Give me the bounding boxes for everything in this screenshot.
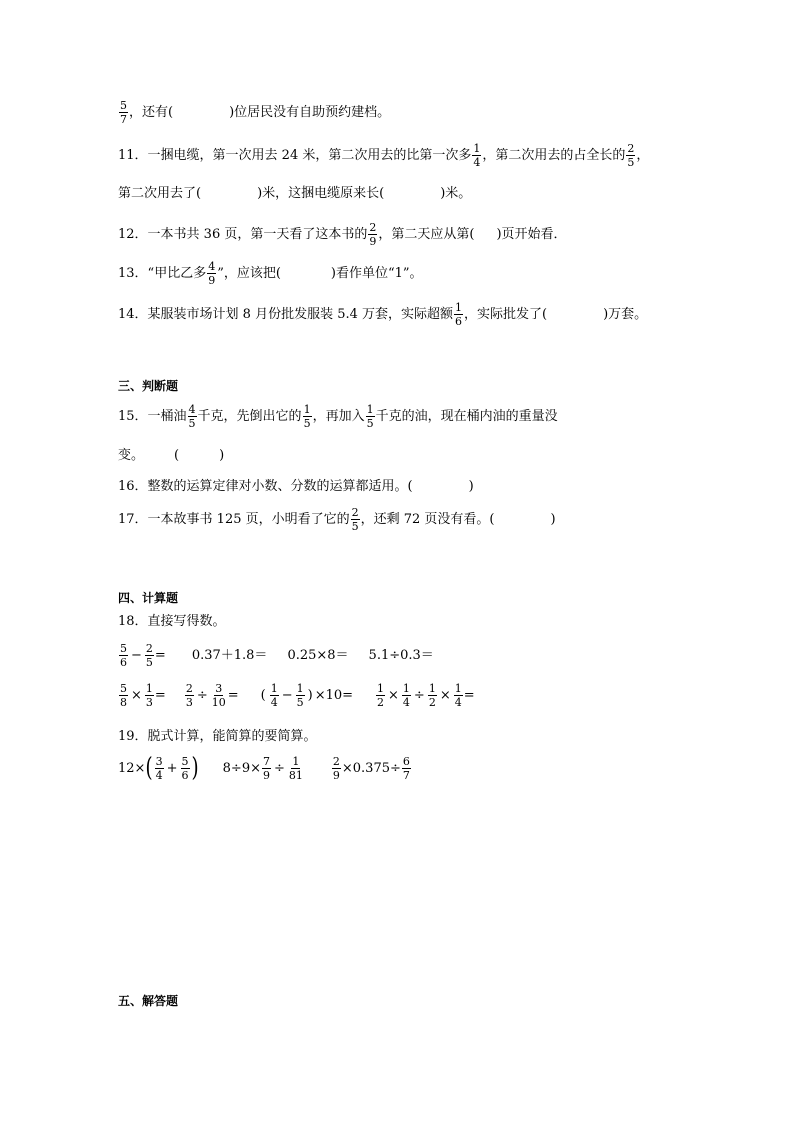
question-19-expressions [118, 755, 412, 781]
text: 千克，先倒出它的 [197, 409, 302, 424]
text: ，第二天应从第( [378, 227, 475, 242]
text: 12．一本书共 36 页，第一天看了这本书的 [118, 227, 368, 242]
text: ( [174, 448, 180, 463]
expression: 0.25×8＝ [287, 648, 349, 663]
text: ，第二次用去的占全长的 [482, 148, 626, 163]
text: )米，这捆电缆原来长( [257, 186, 385, 201]
question-17 [118, 507, 556, 532]
text: ”，应该把( [217, 266, 281, 281]
text: 变。 [118, 448, 145, 463]
text: ，实际批发了( [464, 307, 548, 322]
question-11-line-1 [118, 143, 649, 168]
question-12 [118, 222, 567, 247]
fraction: $\frac{4}{5}$ [188, 403, 196, 430]
question-14 [118, 302, 647, 327]
text: 15．一桶油 [118, 409, 187, 424]
text: 14．某服装市场计划 8 月份批发服装 5.4 万套，实际超额 [118, 307, 454, 322]
fraction: $\frac{1}{4}$ [402, 682, 410, 709]
expression: 0.37＋1.8＝ [191, 648, 268, 663]
question-15-line-1 [118, 404, 558, 429]
question-13 [118, 261, 423, 286]
expression: ( $\frac{1}{4}$ − $\frac{1}{5}$ ) ×10= [260, 682, 354, 709]
fraction: $\frac{2}{9}$ [369, 221, 377, 248]
expression: $\frac{2}{9}$ ×0.375÷ $\frac{6}{7}$ [332, 754, 410, 782]
section-heading: 四、计算题 [118, 591, 179, 605]
text: 16．整数的运算定律对小数、分数的运算都适用。( [118, 479, 413, 494]
text: )万套。 [603, 307, 648, 322]
fraction: $\frac{3}{10}$ [211, 682, 226, 709]
text: )页开始看． [496, 227, 567, 242]
fraction: $\frac{5}{6}$ [120, 642, 127, 669]
text: ， [636, 148, 650, 163]
fraction: $\frac{1}{2}$ [377, 682, 385, 709]
text: 11．一捆电缆，第一次用去 24 米，第二次用去的比第一次多 [118, 148, 472, 163]
text: ，还剩 72 页没有看。( [360, 512, 495, 527]
fraction: $\frac{1}{5}$ [296, 682, 304, 709]
expression: 5.1÷0.3＝ [368, 648, 434, 663]
fraction: $\frac{5}{8}$ [120, 682, 127, 709]
fraction: $\frac{1}{2}$ [428, 682, 436, 709]
text: 千克的油，现在桶内油的重量没 [375, 409, 558, 424]
text: 13．“甲比乙多 [118, 266, 207, 281]
fraction: $\frac{4}{9}$ [208, 260, 216, 287]
fraction: $\frac{2}{5}$ [351, 506, 359, 533]
fraction: $\frac{5}{7}$ [120, 99, 127, 126]
section-heading: 三、判断题 [118, 379, 179, 393]
text: ) [468, 479, 474, 494]
expression: 8÷9× $\frac{7}{9}$ ÷ $\frac{1}{81}$ [222, 754, 303, 782]
question-18-title: 18．直接写得数。 [118, 614, 226, 629]
expression: $\frac{1}{2}$ × $\frac{1}{4}$ ÷ $\frac{1}{2}$ × $\frac{1}{4}$ = [377, 682, 475, 709]
question-10-tail [118, 100, 390, 125]
text: ) [219, 448, 225, 463]
expression: $\frac{5}{8}$ × $\frac{1}{3}$ = [120, 682, 166, 709]
fraction: $\frac{2}{9}$ [332, 754, 340, 782]
section-heading: 五、解答题 [118, 994, 179, 1008]
text: ，再加入 [312, 409, 365, 424]
text: ，还有( [129, 105, 174, 120]
question-19-title: 19．脱式计算，能简算的要简算。 [118, 729, 317, 744]
question-18-row-1 [118, 643, 434, 668]
text: )位居民没有自助预约建档。 [229, 105, 391, 120]
fraction: $\frac{1}{4}$ [454, 682, 462, 709]
expression: 12× ( $\frac{3}{4}$ + $\frac{5}{6}$ ) [118, 753, 199, 783]
fraction: $\frac{7}{9}$ [262, 754, 270, 782]
fraction: $\frac{1}{4}$ [270, 682, 278, 709]
expression: $\frac{2}{3}$ ÷ $\frac{3}{10}$ = [185, 682, 239, 709]
fraction: $\frac{1}{6}$ [455, 301, 463, 328]
fraction: $\frac{1}{5}$ [366, 403, 374, 430]
question-16 [118, 480, 474, 493]
question-15-line-2 [118, 449, 224, 462]
text: )看作单位“1”。 [330, 266, 423, 281]
expression: $\frac{5}{6}$ − $\frac{2}{5}$ = [120, 642, 166, 669]
fraction: $\frac{1}{81}$ [288, 754, 303, 782]
fraction: $\frac{1}{4}$ [473, 142, 481, 169]
text: 第二次用去了( [118, 186, 202, 201]
text: 17．一本故事书 125 页，小明看了它的 [118, 512, 350, 527]
fraction: $\frac{2}{5}$ [627, 142, 635, 169]
fraction: $\frac{5}{6}$ [181, 754, 189, 782]
question-18-row-2 [118, 683, 475, 708]
fraction: $\frac{1}{5}$ [303, 403, 311, 430]
fraction: $\frac{2}{3}$ [185, 682, 193, 709]
text: )米。 [440, 186, 472, 201]
question-11-line-2 [118, 187, 471, 200]
text: ) [550, 512, 556, 527]
fraction: $\frac{2}{5}$ [145, 642, 153, 669]
fraction: $\frac{1}{3}$ [145, 682, 153, 709]
fraction: $\frac{6}{7}$ [402, 754, 410, 782]
fraction: $\frac{3}{4}$ [155, 754, 163, 782]
